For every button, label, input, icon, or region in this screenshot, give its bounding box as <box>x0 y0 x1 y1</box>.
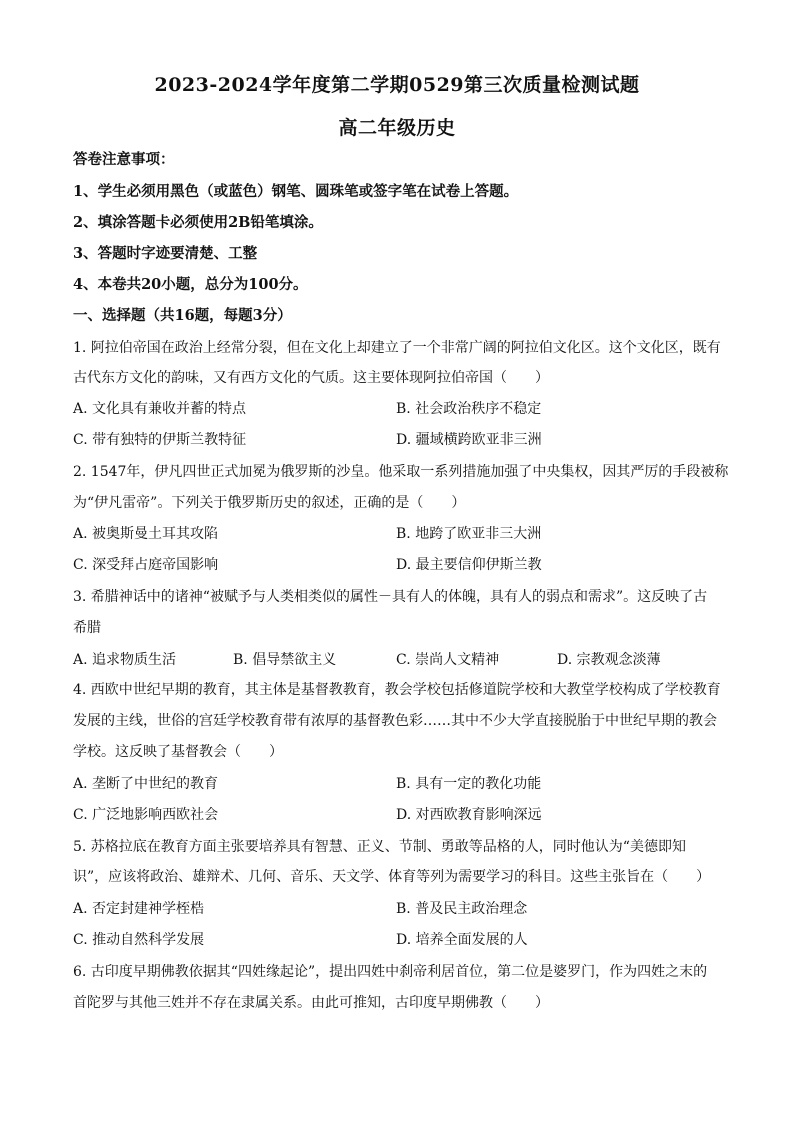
question-2-option-a: A. 被奥斯曼土耳其攻陷 <box>73 526 219 542</box>
note-item: 3、答题时字迹要清楚、工整 <box>73 245 258 262</box>
exam-title: 2023-2024学年度第二学期0529第三次质量检测试题 <box>154 74 640 96</box>
question-3-stem: 希腊 <box>73 620 101 636</box>
question-5-option-c: C. 推动自然科学发展 <box>73 932 205 948</box>
question-3-option-b: B. 倡导禁欲主义 <box>233 652 337 668</box>
question-3-stem: 3. 希腊神话中的诸神“被赋予与人类相类似的属性－具有人的体魄，具有人的弱点和需求”。这反映了古 <box>73 589 708 605</box>
question-2-option-d: D. 最主要信仰伊斯兰教 <box>396 557 542 573</box>
note-item: 2、填涂答题卡必须使用2B铅笔填涂。 <box>73 214 323 231</box>
question-5-stem: 5. 苏格拉底在教育方面主张要培养具有智慧、正义、节制、勇敢等品格的人，同时他认为“美德即知 <box>73 839 686 855</box>
question-1-stem: 1. 阿拉伯帝国在政治上经常分裂，但在文化上却建立了一个非常广阔的阿拉伯文化区。这个文化区，既有 <box>73 340 721 356</box>
question-6-stem: 首陀罗与其他三姓并不存在隶属关系。由此可推知，古印度早期佛教（ ） <box>73 995 549 1011</box>
question-5-stem: 识”，应该将政治、雄辩术、几何、音乐、天文学、体育等列为需要学习的科目。这些主张旨在（ ） <box>73 869 711 885</box>
question-1-option-a: A. 文化具有兼收并蓄的特点 <box>73 401 247 417</box>
question-4-option-b: B. 具有一定的教化功能 <box>396 776 542 792</box>
question-2-stem: 为“伊凡雷帝”。下列关于俄罗斯历史的叙述，正确的是（ ） <box>73 495 466 511</box>
exam-subtitle: 高二年级历史 <box>338 117 456 139</box>
question-4-option-c: C. 广泛地影响西欧社会 <box>73 807 219 823</box>
question-4-option-a: A. 垄断了中世纪的教育 <box>73 776 219 792</box>
question-5-option-b: B. 普及民主政治理念 <box>396 901 528 917</box>
question-1-stem: 古代东方文化的韵味，又有西方文化的气质。这主要体现阿拉伯帝国（ ） <box>73 370 549 386</box>
question-5-option-a: A. 否定封建神学桎梏 <box>73 901 205 917</box>
question-5-option-d: D. 培养全面发展的人 <box>396 932 528 948</box>
question-4-stem: 发展的主线，世俗的宫廷学校教育带有浓厚的基督教色彩……其中不少大学直接脱胎于中世纪早期的教会 <box>73 713 717 729</box>
question-2-option-b: B. 地跨了欧亚非三大洲 <box>396 526 542 542</box>
question-2-option-c: C. 深受拜占庭帝国影响 <box>73 557 219 573</box>
question-1-option-d: D. 疆域横跨欧亚非三洲 <box>396 432 542 448</box>
question-3-option-a: A. 追求物质生活 <box>73 652 177 668</box>
question-6-stem: 6. 古印度早期佛教依据其“四姓缘起论”，提出四姓中刹帝利居首位，第二位是婆罗门，作为四姓之末的 <box>73 964 708 980</box>
question-1-option-c: C. 带有独特的伊斯兰教特征 <box>73 432 247 448</box>
question-4-stem: 学校。这反映了基督教会（ ） <box>73 744 283 760</box>
question-4-stem: 4. 西欧中世纪早期的教育，其主体是基督教教育，教会学校包括修道院学校和大教堂学校构成了学校教育 <box>73 682 721 698</box>
notes-heading: 答卷注意事项： <box>73 151 175 168</box>
question-2-stem: 2. 1547年，伊凡四世正式加冕为俄罗斯的沙皇。他采取一系列措施加强了中央集权，因其严厉的手段被称 <box>73 464 729 480</box>
note-item: 1、学生必须用黑色（或蓝色）钢笔、圆珠笔或签字笔在试卷上答题。 <box>73 183 519 200</box>
question-1-option-b: B. 社会政治秩序不稳定 <box>396 401 542 417</box>
question-3-option-d: D. 宗教观念淡薄 <box>557 652 661 668</box>
section-heading: 一、选择题（共16题，每题3分） <box>73 307 292 324</box>
note-item: 4、本卷共20小题，总分为100分。 <box>73 276 308 293</box>
question-4-option-d: D. 对西欧教育影响深远 <box>396 807 542 823</box>
question-3-option-c: C. 崇尚人文精神 <box>396 652 500 668</box>
